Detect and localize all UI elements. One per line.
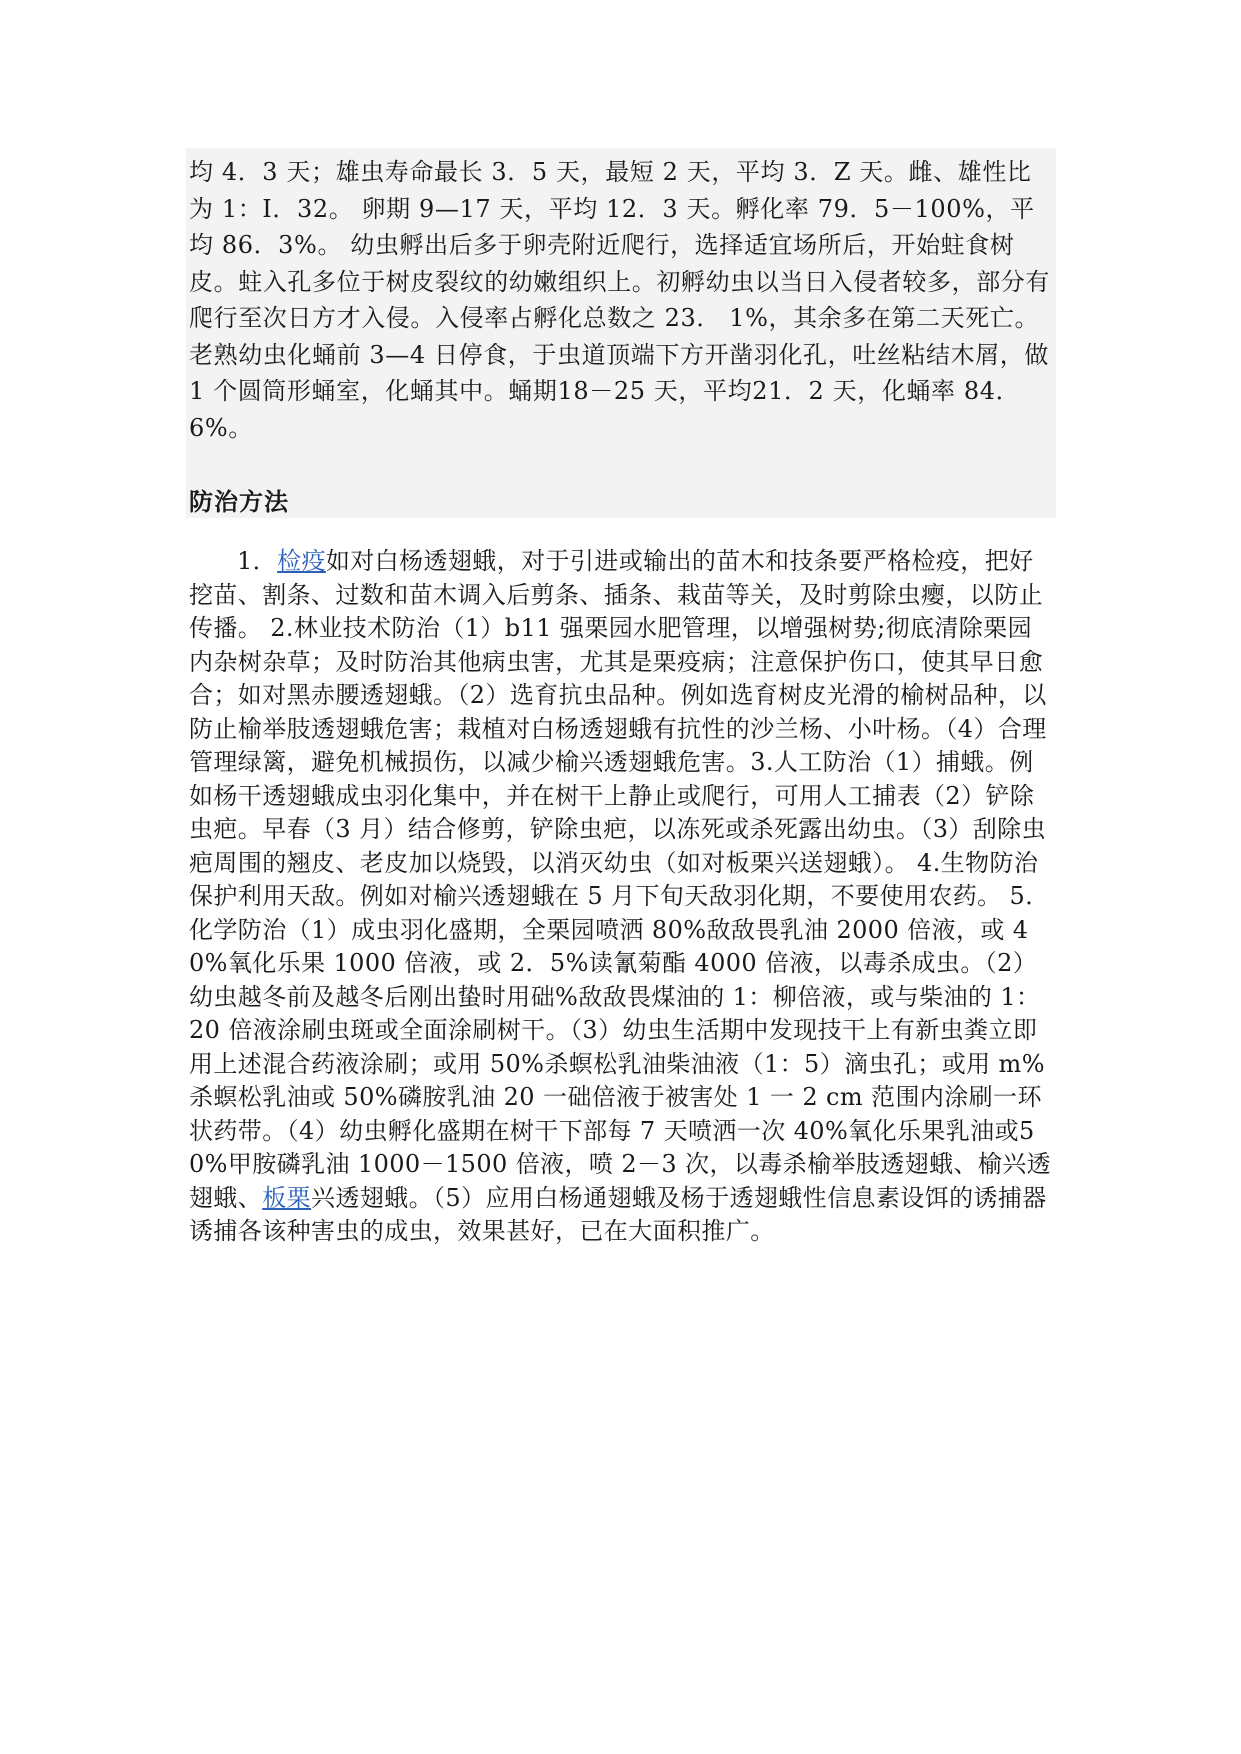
section-heading: 防治方法 [189, 487, 289, 516]
paragraph-text-end: 兴透翅蛾。（5）应用白杨通翅蛾及杨于透翅蛾性信息素设饵的诱捕器诱捕各该种害虫的成虫，效果甚好，已在大面积推广。 [189, 1183, 1047, 1245]
lifecycle-paragraph: 均 4．3 天；雄虫寿命最长 3．5 天，最短 2 天，平均 3．Z 天。雌、雄性比为 1：I．32。 卵期 9—17 天，平均 12．3 天。孵化率 79．5－100%，平均 86．3%。 幼虫孵出后多于卵壳附近爬行，选择适宜场所后，开始蛀食树皮。蛀入孔多位于树皮裂纹的幼嫩组织上。初孵幼虫以当日入侵者较多，部分有爬行至次日方才入侵。入侵率占孵化总数之 23． 1%，其余多在第二天死亡。老熟幼虫化蛹前 3—4 日停食，于虫道顶端下方开凿羽化孔，吐丝粘结木屑，做 1 个圆筒形蛹室，化蛹其中。蛹期18－25 天，平均21．2 天，化蛹率 84．6%。 [189, 158, 1050, 442]
control-methods-paragraph [189, 545, 1056, 1249]
paragraph-text-part: 如对白杨透翅蛾，对于引进或输出的苗木和技条要严格检疫，把好挖苗、割条、过数和苗木调入后剪条、插条、栽苗等关，及时剪除虫瘿，以防止传播。 2.林业技术防治（1）b11 强栗园水肥管理，以增强树势;彻底清除栗园内杂树杂草；及时防治其他病虫害，尤其是栗疫病；注意保护伤口，使其早日愈合；如对黑赤腰透翅蛾。（2）选育抗虫品种。例如选育树皮光滑的榆树品种，以防止榆举肢透翅蛾危害；栽植对白杨透翅蛾有抗性的沙兰杨、小叶杨。（4）合理管理绿篱，避免机械损伤，以减少榆兴透翅蛾危害。3.人工防治（1）捕蛾。例如杨干透翅蛾成虫羽化集中，并在树干上静止或爬行，可用人工捕表（2）铲除虫疤。早春（3 月）结合修剪，铲除虫疤，以冻死或杀死露出幼虫。（3）刮除虫疤周围的翘皮、老皮加以烧毁，以消灭幼虫（如对板栗兴送翅蛾）。 4.生物防治保护利用天敌。例如对榆兴透翅蛾在 5 月下旬天敌羽化期，不要使用农药。 5．化学防治（1）成虫羽化盛期，全栗园喷洒 80%敌敌畏乳油 2000 倍液，或 40%氧化乐果 1000 倍液，或 2．5%读氰菊酯 4000 倍液，以毒杀成虫。（2）幼虫越冬前及越冬后刚出蛰时用础%敌敌畏煤油的 1：柳倍液，或与柴油的 1：20 倍液涂刷虫斑或全面涂刷树干。（3）幼虫生活期中发现技干上有新虫粪立即用上述混合药液涂刷；或用 50%杀螟松乳油柴油液（1：5）滴虫孔；或用 m%杀螟松乳油或 50%磷胺乳油 20 一础倍液于被害处 1 一 2 cm 范围内涂刷一环状药带。（4）幼虫孵化盛期在树干下部每 7 天喷洒一次 40%氧化乐果乳油或50%甲胺磷乳油 1000－1500 倍液，喷 2－3 次，以毒杀榆举肢透翅蛾、榆兴透翅蛾、 [189, 547, 1052, 1212]
item-number: 1． [237, 547, 278, 575]
chestnut-link[interactable]: 板栗 [262, 1183, 312, 1212]
quarantine-link[interactable]: 检疫 [277, 547, 326, 575]
